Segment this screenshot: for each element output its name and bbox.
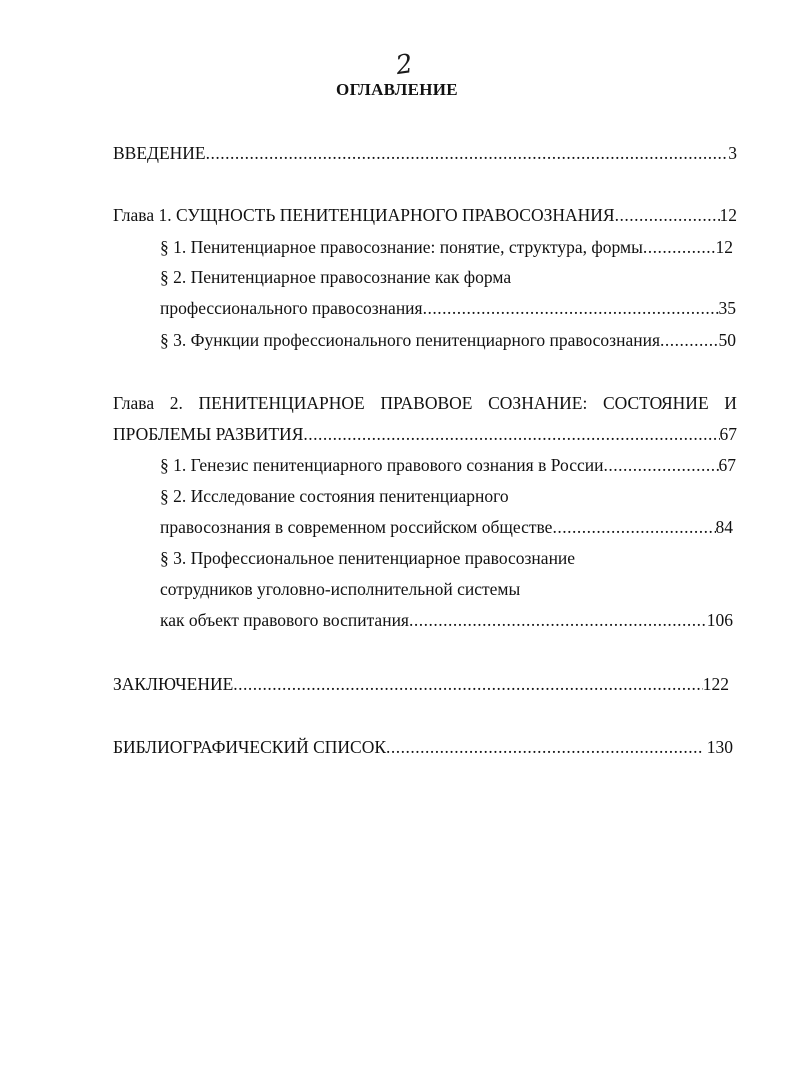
- toc-entry-label: ЗАКЛЮЧЕНИЕ: [113, 674, 234, 694]
- word: И: [724, 393, 737, 413]
- toc-entry-label: ПРОБЛЕМЫ РАЗВИТИЯ: [113, 424, 304, 444]
- leader-dots: [615, 204, 720, 226]
- toc-entry-label: ВВЕДЕНИЕ: [113, 143, 206, 163]
- toc-entry-ch2-sec3-line1: § 3. Профессиональное пенитенциарное правосознание: [160, 548, 576, 568]
- toc-entry-label: § 3. Функции профессионального пенитенциарного правосознания: [160, 330, 661, 350]
- word: 2.: [169, 393, 183, 413]
- toc-entry-page: 67: [719, 424, 737, 444]
- toc-entry-intro[interactable]: [113, 142, 737, 164]
- toc-entry-page: 3: [728, 143, 737, 163]
- word: СОЗНАНИЕ:: [488, 393, 588, 413]
- toc-entry-page: 130: [706, 737, 733, 757]
- page-title: ОГЛАВЛЕНИЕ: [336, 80, 458, 99]
- toc-entry-chapter-2-line1[interactable]: [113, 392, 737, 414]
- toc-entry-page: 50: [718, 330, 736, 350]
- toc-entry-label: § 1. Генезис пенитенциарного правового сознания в России: [160, 455, 604, 475]
- toc-entry-label: § 1. Пенитенциарное правосознание: понятие, структура, формы: [160, 237, 643, 257]
- toc-entry-ch2-sec3-line2: сотрудников уголовно-исполнительной системы: [160, 579, 521, 599]
- toc-entry-ch2-sec2[interactable]: [160, 516, 733, 538]
- leader-dots: [206, 142, 729, 164]
- toc-entry-bibliography[interactable]: [113, 736, 733, 758]
- toc-entry-page: 84: [715, 517, 733, 537]
- toc-entry-ch2-sec3[interactable]: [160, 609, 733, 631]
- word: ПРАВОВОЕ: [380, 393, 473, 413]
- toc-entry-ch2-sec2-line1: § 2. Исследование состояния пенитенциарного: [160, 486, 509, 506]
- toc-entry-label: БИБЛИОГРАФИЧЕСКИЙ СПИСОК: [113, 737, 387, 757]
- word: ПЕНИТЕНЦИАРНОЕ: [198, 393, 365, 413]
- toc-entry-page: 12: [719, 205, 737, 225]
- leader-dots: [643, 236, 716, 258]
- toc-entry-page: 122: [702, 674, 729, 694]
- toc-entry-ch2-sec1[interactable]: [160, 454, 736, 476]
- toc-entry-label: как объект правового воспитания: [160, 610, 409, 630]
- leader-dots: [552, 516, 715, 538]
- leader-dots: [423, 297, 719, 319]
- leader-dots: [386, 736, 702, 758]
- toc-entry-ch1-sec2[interactable]: [160, 297, 736, 319]
- toc-entry-page: 67: [718, 455, 736, 475]
- toc-entry-page: 35: [718, 298, 736, 318]
- toc-entry-chapter-1[interactable]: [113, 204, 737, 226]
- leader-dots: [409, 609, 707, 631]
- leader-dots: [603, 454, 718, 476]
- toc-entry-page: 106: [706, 610, 733, 630]
- toc-entry-label: правосознания в современном российском обществе: [160, 517, 553, 537]
- word: СОСТОЯНИЕ: [602, 393, 709, 413]
- leader-dots: [303, 423, 719, 445]
- toc-entry-page: 12: [715, 237, 733, 257]
- handwritten-page-number: 2: [393, 48, 415, 82]
- leader-dots: [233, 673, 702, 695]
- toc-entry-conclusion[interactable]: [113, 673, 729, 695]
- toc-entry-label: профессионального правосознания: [160, 298, 423, 318]
- toc-entry-label: Глава 1. СУЩНОСТЬ ПЕНИТЕНЦИАРНОГО ПРАВОСОЗНАНИЯ: [113, 205, 615, 225]
- toc-entry-ch1-sec3[interactable]: [160, 329, 736, 351]
- toc-entry-chapter-2[interactable]: [113, 423, 737, 445]
- leader-dots: [660, 329, 718, 351]
- toc-entry-ch1-sec1[interactable]: [160, 236, 733, 258]
- toc-entry-ch1-sec2-line1: § 2. Пенитенциарное правосознание как форма: [160, 267, 512, 287]
- word: Глава: [113, 393, 155, 413]
